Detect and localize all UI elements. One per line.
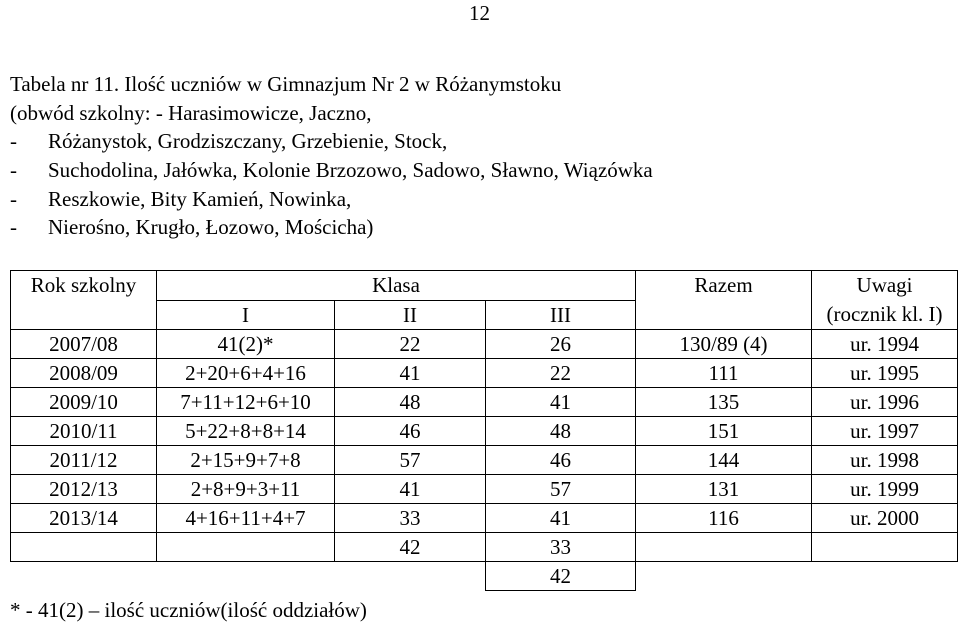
cell-rok: 2012/13: [11, 475, 157, 504]
header-klasa: Klasa: [157, 271, 636, 301]
caption-line-6-text: Nierośno, Krugło, Łozowo, Mościcha): [48, 215, 374, 239]
cell-uwagi: ur. 1999: [812, 475, 958, 504]
cell-uwagi: ur. 1997: [812, 417, 958, 446]
caption-line-3-text: Różanystok, Grodziszczany, Grzebienie, Stock,: [48, 129, 448, 153]
header-class-ii: II: [335, 301, 486, 330]
header-class-iii: III: [486, 301, 636, 330]
header-rok-szkolny: Rok szkolny: [11, 271, 157, 301]
cell-class-iii: 26: [486, 330, 636, 359]
cell-class-i: 4+16+11+4+7: [157, 504, 335, 533]
caption-line-2: (obwód szkolny: - Harasimowicze, Jaczno,: [10, 101, 372, 125]
cell-razem: 144: [636, 446, 812, 475]
cell-razem: 151: [636, 417, 812, 446]
header-row-1: [11, 271, 958, 301]
table-row: [11, 388, 958, 417]
cell-razem: 131: [636, 475, 812, 504]
cell-rok: 2010/11: [11, 417, 157, 446]
table-row: [11, 475, 958, 504]
cell-empty: [157, 533, 335, 562]
page-number: 12: [469, 1, 490, 25]
caption-line-3: [10, 131, 447, 152]
cell-empty: [11, 562, 157, 591]
students-table: [10, 270, 958, 591]
cell-class-ii: 57: [335, 446, 486, 475]
cell-class-iii: 42: [486, 562, 636, 591]
cell-class-ii: 41: [335, 359, 486, 388]
caption-line-5: [10, 189, 351, 210]
header-class-i: I: [157, 301, 335, 330]
cell-class-i: 41(2)*: [157, 330, 335, 359]
cell-rok: 2011/12: [11, 446, 157, 475]
cell-class-ii: 33: [335, 504, 486, 533]
caption-dash: -: [10, 129, 17, 153]
caption-line-6: [10, 217, 373, 238]
cell-rok: 2008/09: [11, 359, 157, 388]
header-razem: Razem: [636, 271, 812, 301]
cell-empty: [636, 533, 812, 562]
cell-class-iii: 48: [486, 417, 636, 446]
cell-uwagi: ur. 1998: [812, 446, 958, 475]
cell-class-iii: 46: [486, 446, 636, 475]
caption-line-4: [10, 160, 653, 181]
header-row-2: [11, 301, 958, 330]
cell-empty: [812, 562, 958, 591]
cell-uwagi: ur. 1995: [812, 359, 958, 388]
caption-line-5-text: Reszkowie, Bity Kamień, Nowinka,: [48, 187, 352, 211]
table-row-extra-2: [11, 562, 958, 591]
table-row: [11, 504, 958, 533]
cell-razem: 111: [636, 359, 812, 388]
table-row: [11, 417, 958, 446]
header-rok-cont: [11, 301, 157, 330]
cell-class-ii: 22: [335, 330, 486, 359]
table-row: [11, 359, 958, 388]
caption-dash: -: [10, 215, 17, 239]
cell-rok: 2007/08: [11, 330, 157, 359]
cell-class-iii: 41: [486, 388, 636, 417]
header-uwagi: Uwagi: [812, 271, 958, 301]
cell-class-i: 5+22+8+8+14: [157, 417, 335, 446]
cell-uwagi: ur. 1994: [812, 330, 958, 359]
cell-class-iii: 33: [486, 533, 636, 562]
header-uwagi-sub: (rocznik kl. I): [812, 301, 958, 330]
cell-empty: [335, 562, 486, 591]
cell-class-ii: 46: [335, 417, 486, 446]
cell-razem: 116: [636, 504, 812, 533]
cell-rok: 2013/14: [11, 504, 157, 533]
cell-uwagi: ur. 1996: [812, 388, 958, 417]
cell-empty: [812, 533, 958, 562]
table-row: [11, 446, 958, 475]
cell-rok: 2009/10: [11, 388, 157, 417]
cell-class-ii: 42: [335, 533, 486, 562]
header-razem-cont: [636, 301, 812, 330]
cell-uwagi: ur. 2000: [812, 504, 958, 533]
footnote: * - 41(2) – ilość uczniów(ilość oddziałów): [10, 598, 367, 622]
cell-class-ii: 41: [335, 475, 486, 504]
caption-dash: -: [10, 158, 17, 182]
cell-class-iii: 41: [486, 504, 636, 533]
table-row: [11, 330, 958, 359]
caption-line-4-text: Suchodolina, Jałówka, Kolonie Brzozowo, Sadowo, Sławno, Wiązówka: [48, 158, 653, 182]
cell-empty: [636, 562, 812, 591]
caption-line-1: Tabela nr 11. Ilość uczniów w Gimnazjum Nr 2 w Różanymstoku: [10, 72, 562, 96]
cell-class-i: 2+20+6+4+16: [157, 359, 335, 388]
table-row-extra-1: [11, 533, 958, 562]
caption-dash: -: [10, 187, 17, 211]
cell-class-iii: 57: [486, 475, 636, 504]
cell-class-iii: 22: [486, 359, 636, 388]
cell-class-ii: 48: [335, 388, 486, 417]
cell-class-i: 7+11+12+6+10: [157, 388, 335, 417]
cell-razem: 135: [636, 388, 812, 417]
cell-razem: 130/89 (4): [636, 330, 812, 359]
cell-class-i: 2+8+9+3+11: [157, 475, 335, 504]
cell-class-i: 2+15+9+7+8: [157, 446, 335, 475]
cell-empty: [157, 562, 335, 591]
cell-empty: [11, 533, 157, 562]
